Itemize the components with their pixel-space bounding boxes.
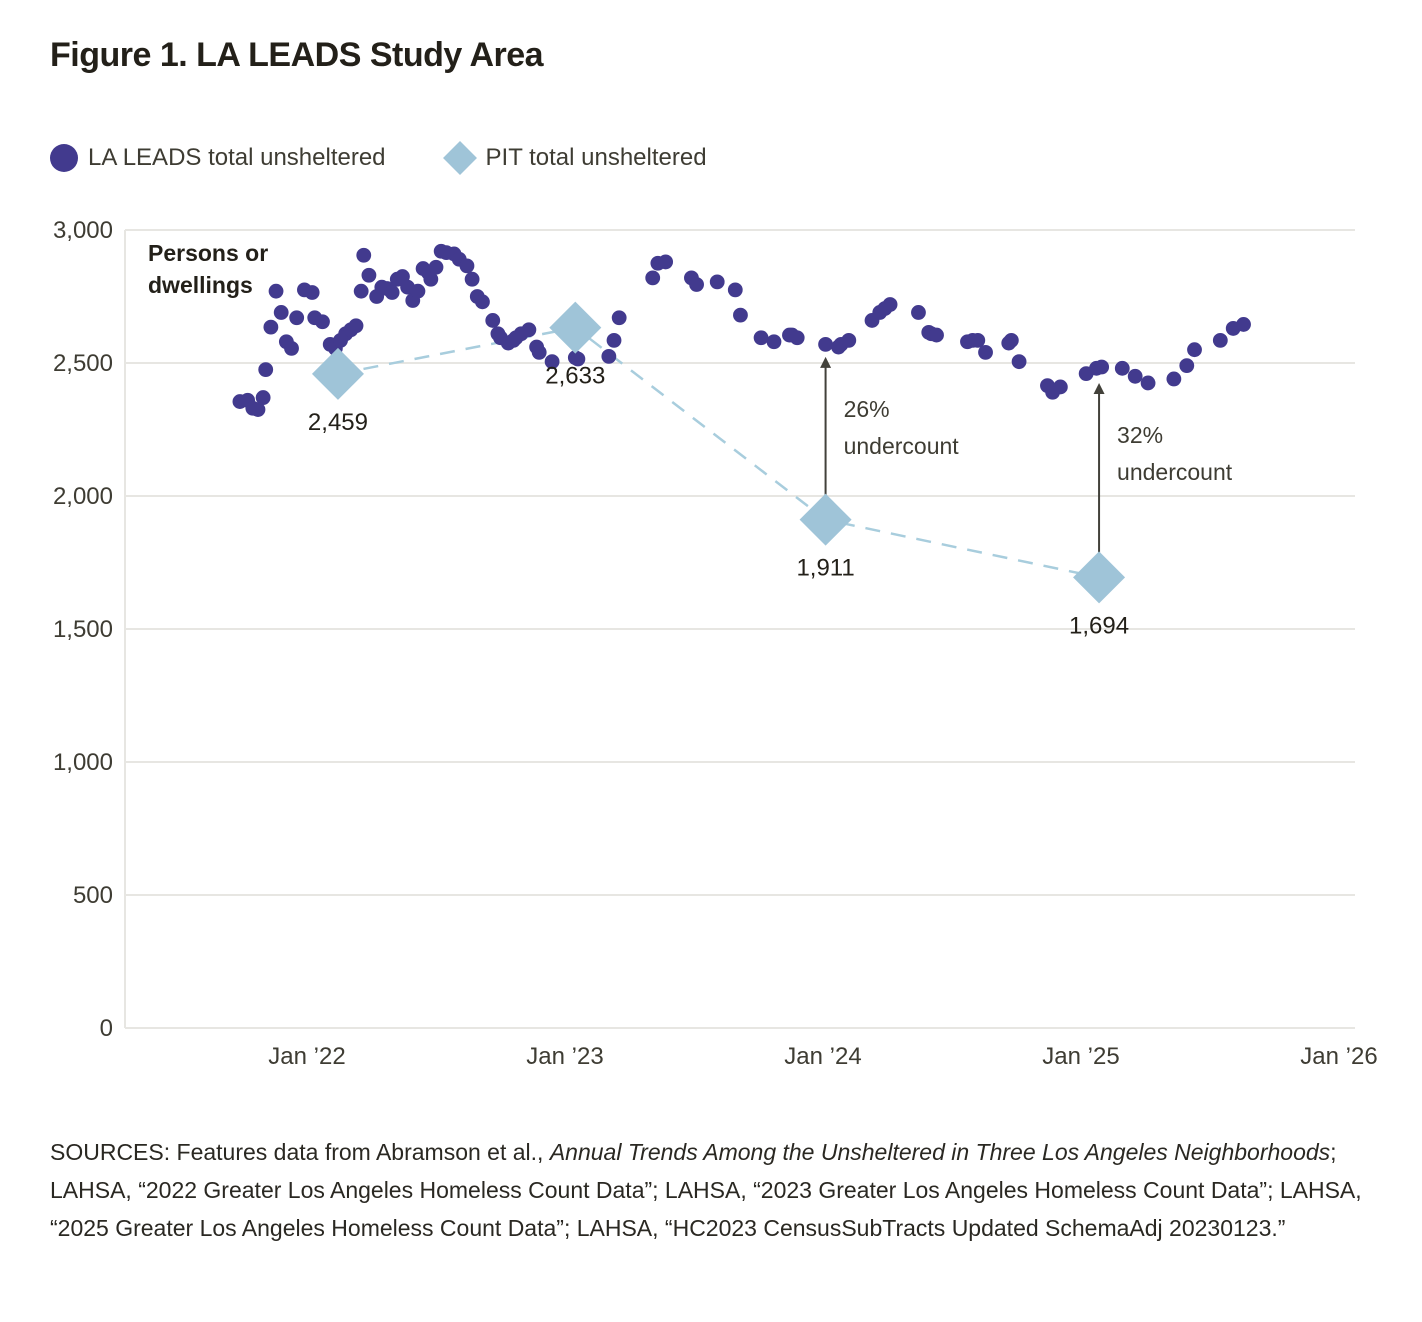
y-tick-label: 3,000 bbox=[52, 217, 113, 244]
data-point-la-leads bbox=[601, 349, 616, 364]
x-tick-label: Jan ’23 bbox=[526, 1043, 604, 1070]
sources-report-title: Annual Trends Among the Unsheltered in Three Los Angeles Neighborhoods bbox=[549, 1139, 1331, 1165]
data-point-la-leads bbox=[612, 310, 627, 325]
data-point-la-leads bbox=[305, 285, 320, 300]
y-tick-label: 1,000 bbox=[52, 749, 113, 776]
pit-value-label: 1,694 bbox=[1069, 612, 1130, 640]
sources-suffix: ; LAHSA, “2022 Greater Los Angeles Homeless Count Data”; LAHSA, “2023 Greater Los Angeles Homeless Count Data”; LAHSA, “2025 Greater Los Angeles Homeless Count Data”; LAHSA, “HC2023 CensusSubTracts Updated SchemaAdj 20230123.” bbox=[50, 1139, 1362, 1241]
data-point-la-leads bbox=[818, 337, 833, 352]
data-point-la-leads bbox=[411, 284, 426, 299]
data-point-la-leads bbox=[645, 270, 660, 285]
data-point-la-leads bbox=[1004, 333, 1019, 348]
data-point-la-leads bbox=[269, 284, 284, 299]
data-point-pit-diamond bbox=[1073, 551, 1125, 603]
data-point-la-leads bbox=[710, 274, 725, 289]
y-tick-label: 0 bbox=[99, 1015, 113, 1042]
y-tick-label: 1,500 bbox=[52, 616, 113, 643]
arrowhead-up-icon bbox=[1094, 383, 1105, 394]
data-point-la-leads bbox=[911, 305, 926, 320]
data-point-la-leads bbox=[385, 285, 400, 300]
undercount-label: 26% bbox=[843, 395, 890, 422]
data-point-la-leads bbox=[733, 308, 748, 323]
pit-trend-line bbox=[338, 328, 1099, 578]
data-point-la-leads bbox=[1115, 361, 1130, 376]
data-point-la-leads bbox=[1236, 317, 1251, 332]
data-point-la-leads bbox=[1053, 380, 1068, 395]
data-point-la-leads bbox=[1128, 369, 1143, 384]
data-point-la-leads bbox=[1166, 372, 1181, 387]
x-tick-label: Jan ’22 bbox=[268, 1043, 346, 1070]
data-point-la-leads bbox=[315, 314, 330, 329]
data-point-la-leads bbox=[465, 272, 480, 287]
data-point-la-leads bbox=[460, 259, 475, 274]
data-point-la-leads bbox=[883, 297, 898, 312]
data-point-la-leads bbox=[429, 260, 444, 275]
data-point-la-leads bbox=[1213, 333, 1228, 348]
pit-value-label: 2,459 bbox=[307, 408, 368, 436]
y-tick-label: 2,500 bbox=[52, 350, 113, 377]
x-tick-label: Jan ’24 bbox=[784, 1043, 862, 1070]
legend-label-la-leads: LA LEADS total unsheltered bbox=[88, 144, 386, 171]
data-point-la-leads bbox=[929, 328, 944, 343]
data-point-la-leads bbox=[263, 320, 278, 335]
undercount-label: undercount bbox=[1117, 458, 1233, 485]
data-point-la-leads bbox=[485, 313, 500, 328]
data-point-la-leads bbox=[521, 322, 536, 337]
pit-value-label: 1,911 bbox=[796, 554, 855, 582]
data-point-la-leads bbox=[1141, 376, 1156, 391]
axis-inline-label: Persons or bbox=[148, 240, 269, 266]
data-point-la-leads bbox=[1179, 358, 1194, 373]
data-point-la-leads bbox=[284, 341, 299, 356]
y-tick-label: 500 bbox=[72, 882, 113, 909]
data-point-la-leads bbox=[841, 333, 856, 348]
sources-note bbox=[50, 1133, 1385, 1247]
data-point-la-leads bbox=[354, 284, 369, 299]
data-point-la-leads bbox=[728, 282, 743, 297]
data-point-la-leads bbox=[475, 294, 490, 309]
data-point-la-leads bbox=[754, 330, 769, 345]
undercount-label: undercount bbox=[843, 432, 959, 459]
x-tick-label: Jan ’26 bbox=[1300, 1043, 1378, 1070]
data-point-la-leads bbox=[362, 268, 377, 283]
data-point-la-leads bbox=[790, 330, 805, 345]
data-point-la-leads bbox=[356, 248, 371, 263]
data-point-la-leads bbox=[349, 318, 364, 333]
data-point-la-leads bbox=[1187, 342, 1202, 357]
axis-inline-label: dwellings bbox=[148, 272, 253, 298]
y-tick-label: 2,000 bbox=[52, 483, 113, 510]
data-point-la-leads bbox=[607, 333, 622, 348]
data-point-la-leads bbox=[274, 305, 289, 320]
undercount-label: 32% bbox=[1117, 421, 1164, 448]
data-point-pit-diamond bbox=[800, 494, 852, 546]
data-point-la-leads bbox=[532, 345, 547, 360]
data-point-la-leads bbox=[258, 362, 273, 377]
data-point-la-leads bbox=[767, 334, 782, 349]
data-point-la-leads bbox=[978, 345, 993, 360]
pit-value-label: 2,633 bbox=[545, 362, 606, 390]
data-point-la-leads bbox=[689, 277, 704, 292]
figure-title: Figure 1. LA LEADS Study Area bbox=[50, 36, 544, 74]
sources-prefix: SOURCES: Features data from Abramson et al., bbox=[50, 1139, 550, 1165]
data-point-la-leads bbox=[1012, 354, 1027, 369]
data-point-la-leads bbox=[1094, 360, 1109, 375]
data-point-la-leads bbox=[256, 390, 271, 405]
legend-label-pit: PIT total unsheltered bbox=[485, 144, 707, 171]
data-point-la-leads bbox=[289, 310, 304, 325]
x-tick-label: Jan ’25 bbox=[1042, 1043, 1120, 1070]
data-point-pit-diamond bbox=[549, 302, 601, 354]
data-point-la-leads bbox=[658, 255, 673, 270]
data-point-pit-diamond bbox=[312, 348, 364, 400]
